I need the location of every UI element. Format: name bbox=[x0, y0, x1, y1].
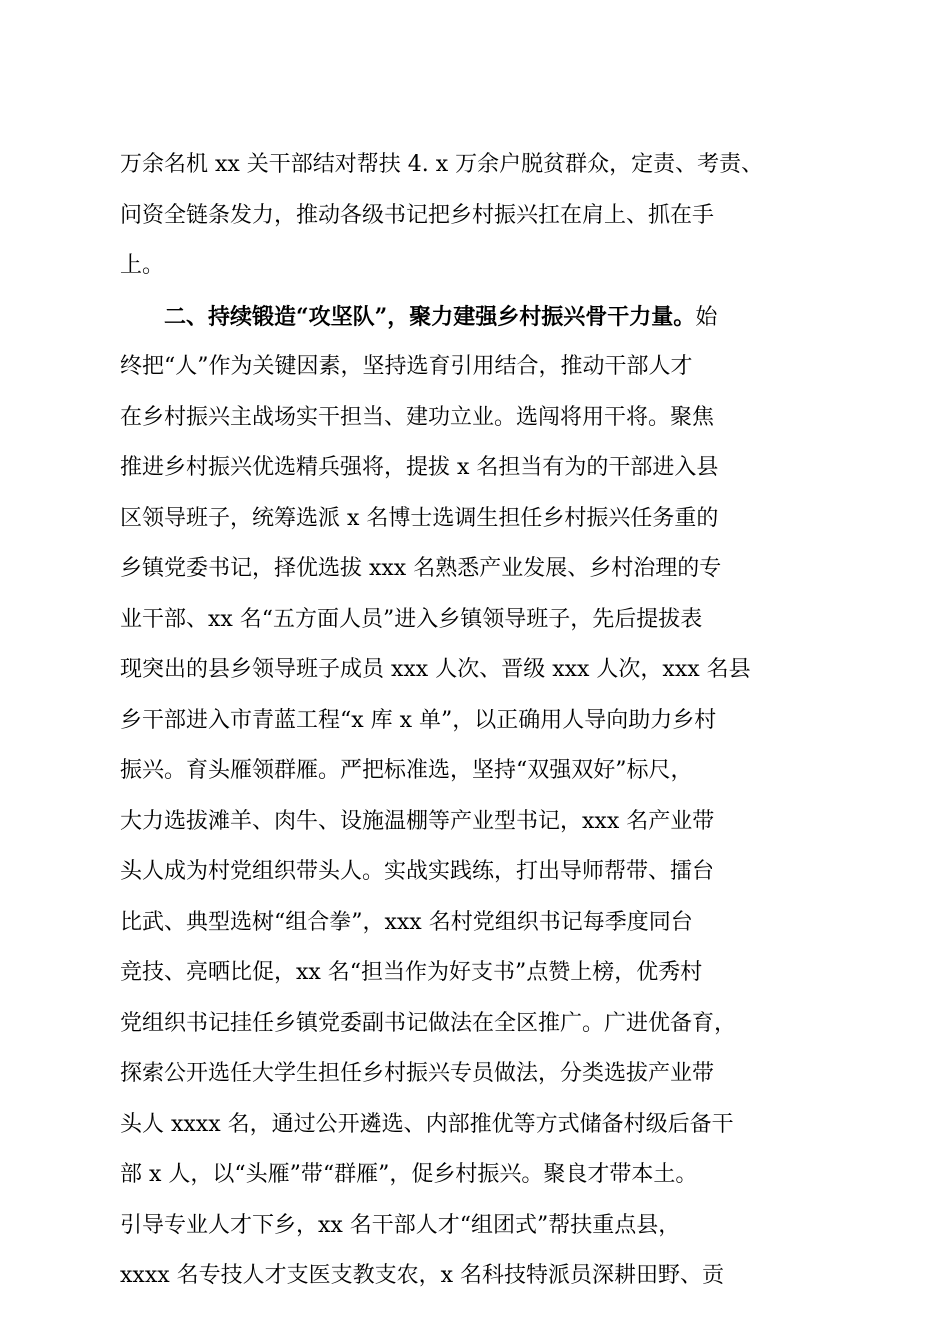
section-heading: 二、持续锻造“攻坚队”，聚力建强乡村振兴骨干力量。 bbox=[164, 303, 696, 330]
text-line: 万余名机 xx 关干部结对帮扶 4. x 万余户脱贫群众，定责、考责、 bbox=[120, 152, 764, 177]
text-line: 头人 xxxx 名，通过公开遴选、内部推优等方式储备村级后备干 bbox=[120, 1111, 734, 1137]
text-line: 上。 bbox=[120, 253, 165, 278]
section-heading-line bbox=[120, 292, 850, 343]
text-line: 在乡村振兴主战场实干担当、建功立业。选闯将用干将。聚焦 bbox=[120, 404, 715, 430]
text-line: 部 x 人，以“头雁”带“群雁”，促乡村振兴。聚良才带本土。 bbox=[120, 1162, 698, 1187]
text-line: 区领导班子，统筹选派 x 名博士选调生担任乡村振兴任务重的 bbox=[120, 505, 719, 531]
text-line: 业干部、xx 名“五方面人员”进入乡镇领导班子，先后提拔表 bbox=[120, 606, 703, 632]
text-line: 推进乡村振兴优选精兵强将，提拔 x 名担当有为的干部进入县 bbox=[120, 455, 719, 480]
text-line: 终把“人”作为关键因素，坚持选育引用结合，推动干部人才 bbox=[120, 354, 693, 379]
text-line: xxxx 名专技人才支医支教支农，x 名科技特派员深耕田野、贡 bbox=[120, 1263, 725, 1288]
text-line: 乡镇党委书记，择优选拔 xxx 名熟悉产业发展、乡村治理的专 bbox=[120, 556, 722, 581]
text-line: 现突出的县乡领导班子成员 xxx 人次、晋级 xxx 人次，xxx 名县 bbox=[120, 657, 751, 682]
text-line: 头人成为村党组织带头人。实战实践练，打出导师帮带、擂台 bbox=[120, 859, 715, 884]
text-line: 比武、典型选树“组合拳”，xxx 名村党组织书记每季度同台 bbox=[120, 909, 693, 935]
text-line: 问资全链条发力，推动各级书记把乡村振兴扛在肩上、抓在手 bbox=[120, 202, 715, 228]
text-line: 大力选拔滩羊、肉牛、设施温棚等产业型书记，xxx 名产业带 bbox=[120, 808, 715, 834]
text-line: 引导专业人才下乡，xx 名干部人才“组团式”帮扶重点县， bbox=[120, 1212, 681, 1238]
text-line: 探索公开选任大学生担任乡村振兴专员做法，分类选拔产业带 bbox=[120, 1061, 715, 1086]
text-line: 振兴。育头雁领群雁。严把标准选，坚持“双强双好”标尺， bbox=[120, 758, 693, 783]
text-line: 乡干部进入市青蓝工程“x 库 x 单”，以正确用人导向助力乡村 bbox=[120, 707, 717, 733]
text-line-continuation: 始 bbox=[695, 304, 718, 330]
text-line: 竞技、亮晒比促，xx 名“担当作为好支书”点赞上榜，优秀村 bbox=[120, 960, 703, 985]
document-body bbox=[120, 140, 850, 1302]
text-line: 党组织书记挂任乡镇党委副书记做法在全区推广。广进优备育， bbox=[120, 1010, 737, 1036]
